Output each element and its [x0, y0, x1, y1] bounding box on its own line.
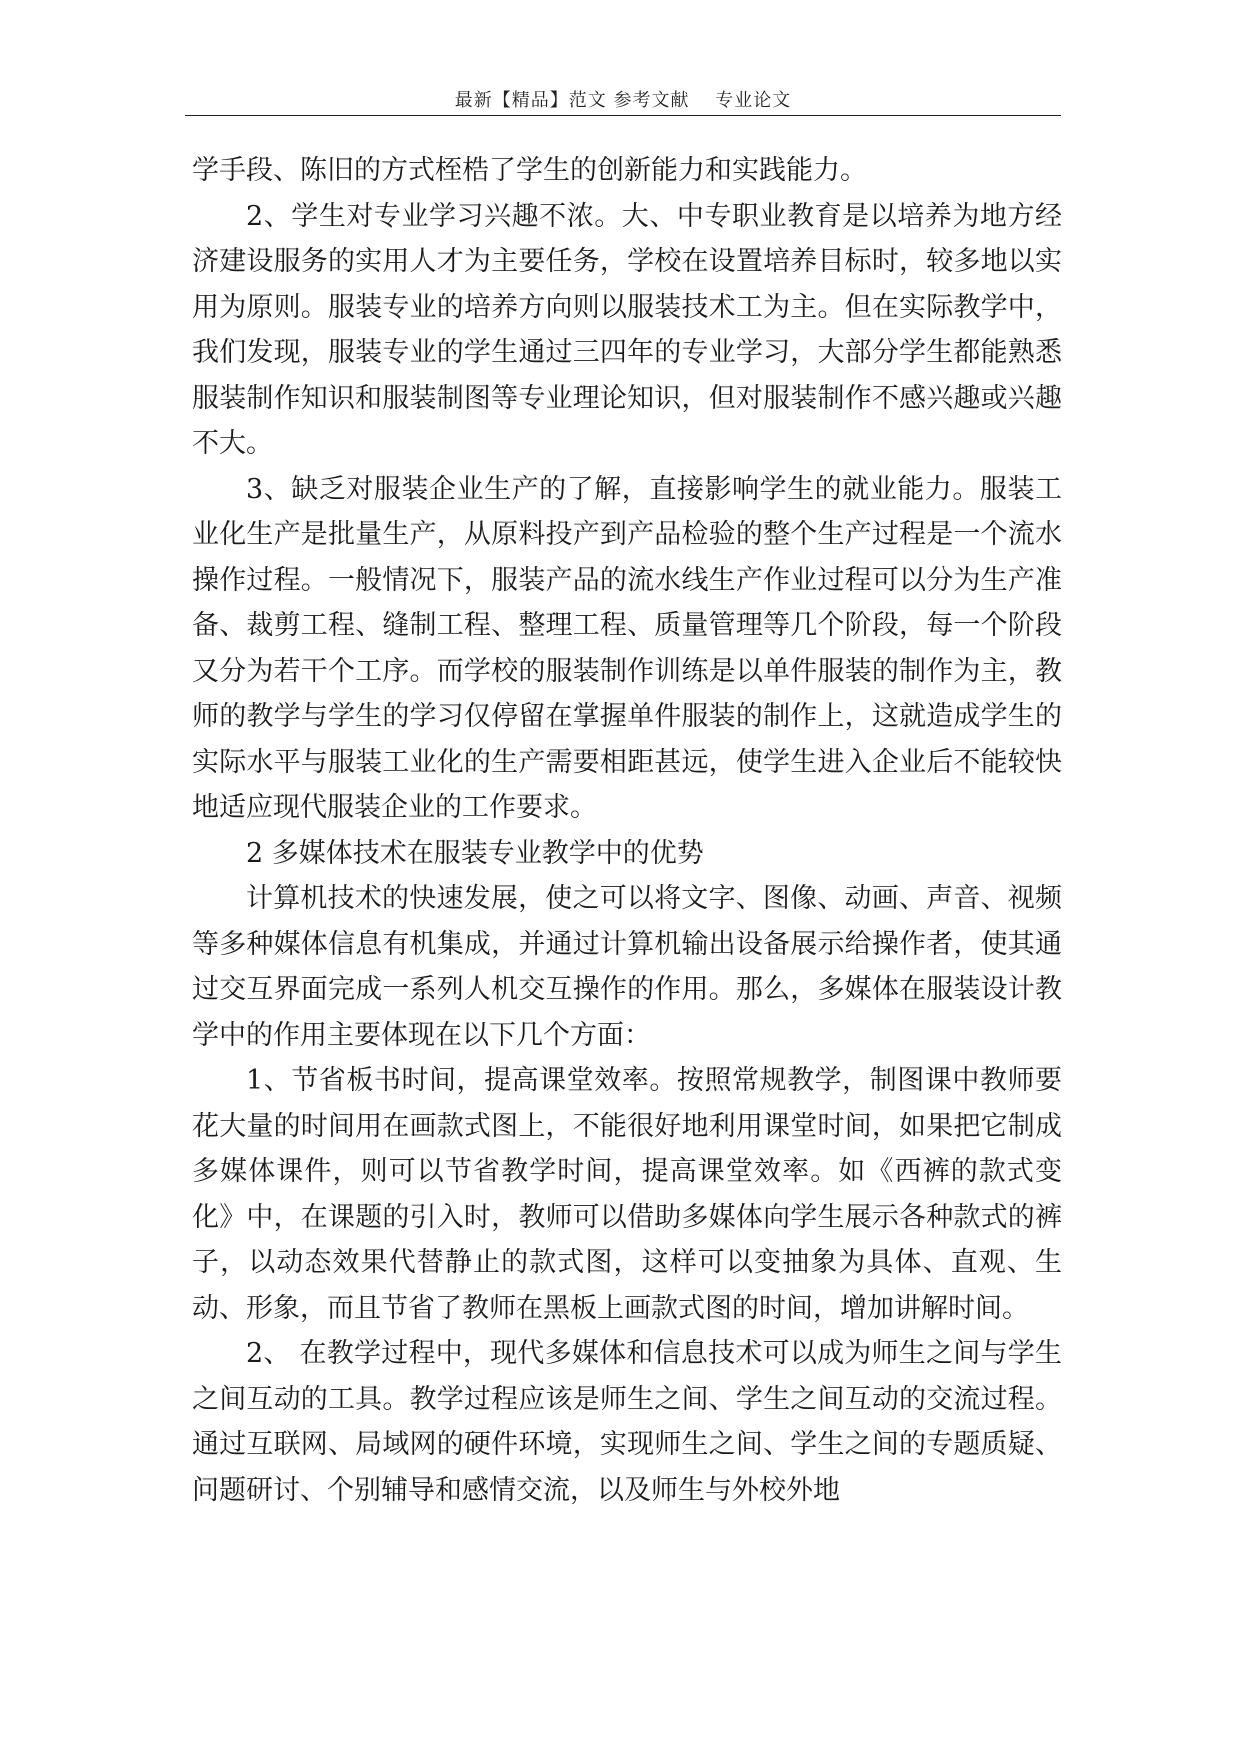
document-body: [192, 148, 1062, 1513]
paragraph: 3、缺乏对服装企业生产的了解，直接影响学生的就业能力。服装工业化生产是批量生产，从原料投产到产品检验的整个生产过程是一个流水操作过程。一般情况下，服装产品的流水线生产作业过程可以分为生产准备、裁剪工程、缝制工程、整理工程、质量管理等几个阶段，每一个阶段又分为若干个工序。而学校的服装制作训练是以单件服装的制作为主，教师的教学与学生的学习仅停留在掌握单件服装的制作上，这就造成学生的实际水平与服装工业化的生产需要相距甚远，使学生进入企业后不能较快地适应现代服装企业的工作要求。: [192, 473, 1062, 823]
paragraph: 1、节省板书时间，提高课堂效率。按照常规教学，制图课中教师要花大量的时间用在画款式图上，不能很好地利用课堂时间，如果把它制成多媒体课件，则可以节省教学时间，提高课堂效率。如《西裤的款式变化》中，在课题的引入时，教师可以借助多媒体向学生展示各种款式的裤子，以动态效果代替静止的款式图，这样可以变抽象为具体、直观、生动、形象，而且节省了教师在黑板上画款式图的时间，增加讲解时间。: [192, 1065, 1062, 1324]
section-heading: 2 多媒体技术在服装专业教学中的优势: [246, 837, 704, 869]
paragraph: 学手段、陈旧的方式桎梏了学生的创新能力和实践能力。: [192, 155, 867, 186]
header-divider: [185, 115, 1061, 116]
page-header: 最新【精品】范文 参考文献 专业论文: [454, 90, 792, 111]
paragraph: 计算机技术的快速发展，使之可以将文字、图像、动画、声音、视频等多种媒体信息有机集成，并通过计算机输出设备展示给操作者，使其通过交互界面完成一系列人机交互操作的作用。那么，多媒体在服装设计教学中的作用主要体现在以下几个方面：: [192, 883, 1062, 1051]
paragraph: 2、 在教学过程中，现代多媒体和信息技术可以成为师生之间与学生之间互动的工具。教学过程应该是师生之间、学生之间互动的交流过程。通过互联网、局域网的硬件环境，实现师生之间、学生之间的专题质疑、问题研讨、个别辅导和感情交流，以及师生与外校外地: [192, 1338, 1062, 1506]
paragraph: 2、学生对专业学习兴趣不浓。大、中专职业教育是以培养为地方经济建设服务的实用人才为主要任务，学校在设置培养目标时，较多地以实用为原则。服装专业的培养方向则以服装技术工为主。但在实际教学中，我们发现，服装专业的学生通过三四年的专业学习，大部分学生都能熟悉服装制作知识和服装制图等专业理论知识，但对服装制作不感兴趣或兴趣不大。: [192, 200, 1062, 459]
